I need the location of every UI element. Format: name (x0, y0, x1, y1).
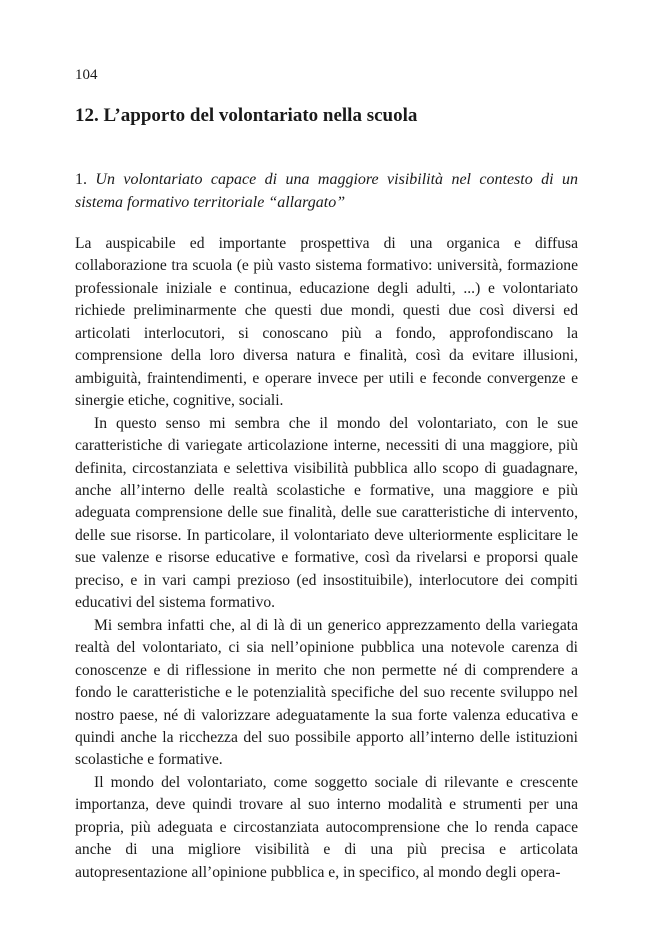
section-heading (75, 169, 578, 214)
section-title: Un volontariato capace di una maggiore visibilità nel contesto di un sistema formativo territoriale “allargato” (75, 171, 579, 211)
paragraph-2: In questo senso mi sembra che il mondo del volontariato, con le sue caratteristiche di variegate articolazione interne, necessiti di una maggiore, più definita, circostanziata e selettiva visibilità pubblica allo scopo di guadagnare, anche all’interno delle realtà scolastiche e formative, una maggiore e più adeguata comprensione delle sue finalità, delle sue caratteristiche di intervento, delle sue risorse. In particolare, il volontariato deve ulteriormente esplicitare le sue valenze e risorse educative e formative, così da rivelarsi e proporsi quale preciso, e in vari campi prezioso (ed insostituibile), interlocutore dei compiti educativi del sistema formativo. (75, 414, 578, 612)
body-text (75, 233, 578, 884)
chapter-title: 12. L’apporto del volontariato nella scuola (75, 105, 418, 126)
section-number: 1. (75, 171, 87, 188)
paragraph-3: Mi sembra infatti che, al di là di un generico apprezzamento della variegata realtà del volontariato, ci sia nell’opinione pubblica una notevole carenza di conoscenze e di riflessione in merito che non permette né di comprendere a fondo le caratteristiche e le potenzialità specifiche del suo recente sviluppo nel nostro paese, né di valorizzare adeguatamente la sua forte valenza educativa e quindi anche la ricchezza del suo possibile apporto all’interno delle istituzioni scolastiche e formative. (75, 616, 578, 769)
paragraph-1: La auspicabile ed importante prospettiva di una organica e diffusa collaborazione tra scuola (e più vasto sistema formativo: università, formazione professionale iniziale e continua, educazione degli adulti, ...) e volontariato richiede preliminarmente che questi due mondi, questi due così diversi ed articolati interlocutori, si conoscano più a fondo, approfondiscano la comprensione della loro diversa natura e finalità, così da evitare illusioni, ambiguità, fraintendimenti, e operare invece per utili e feconde convergenze e sinergie etiche, cognitive, sociali. (75, 235, 578, 410)
paragraph-4: Il mondo del volontariato, come soggetto sociale di rilevante e crescente importanza, deve quindi trovare al suo interno modalità e strumenti per una propria, più adeguata e circostanziata autocomprensione che lo renda capace anche di una migliore visibilità e di una più precisa e articolata autopresentazione all’opinione pubblica e, in specifico, al mondo degli opera- (75, 773, 578, 881)
page-number: 104 (75, 67, 98, 83)
